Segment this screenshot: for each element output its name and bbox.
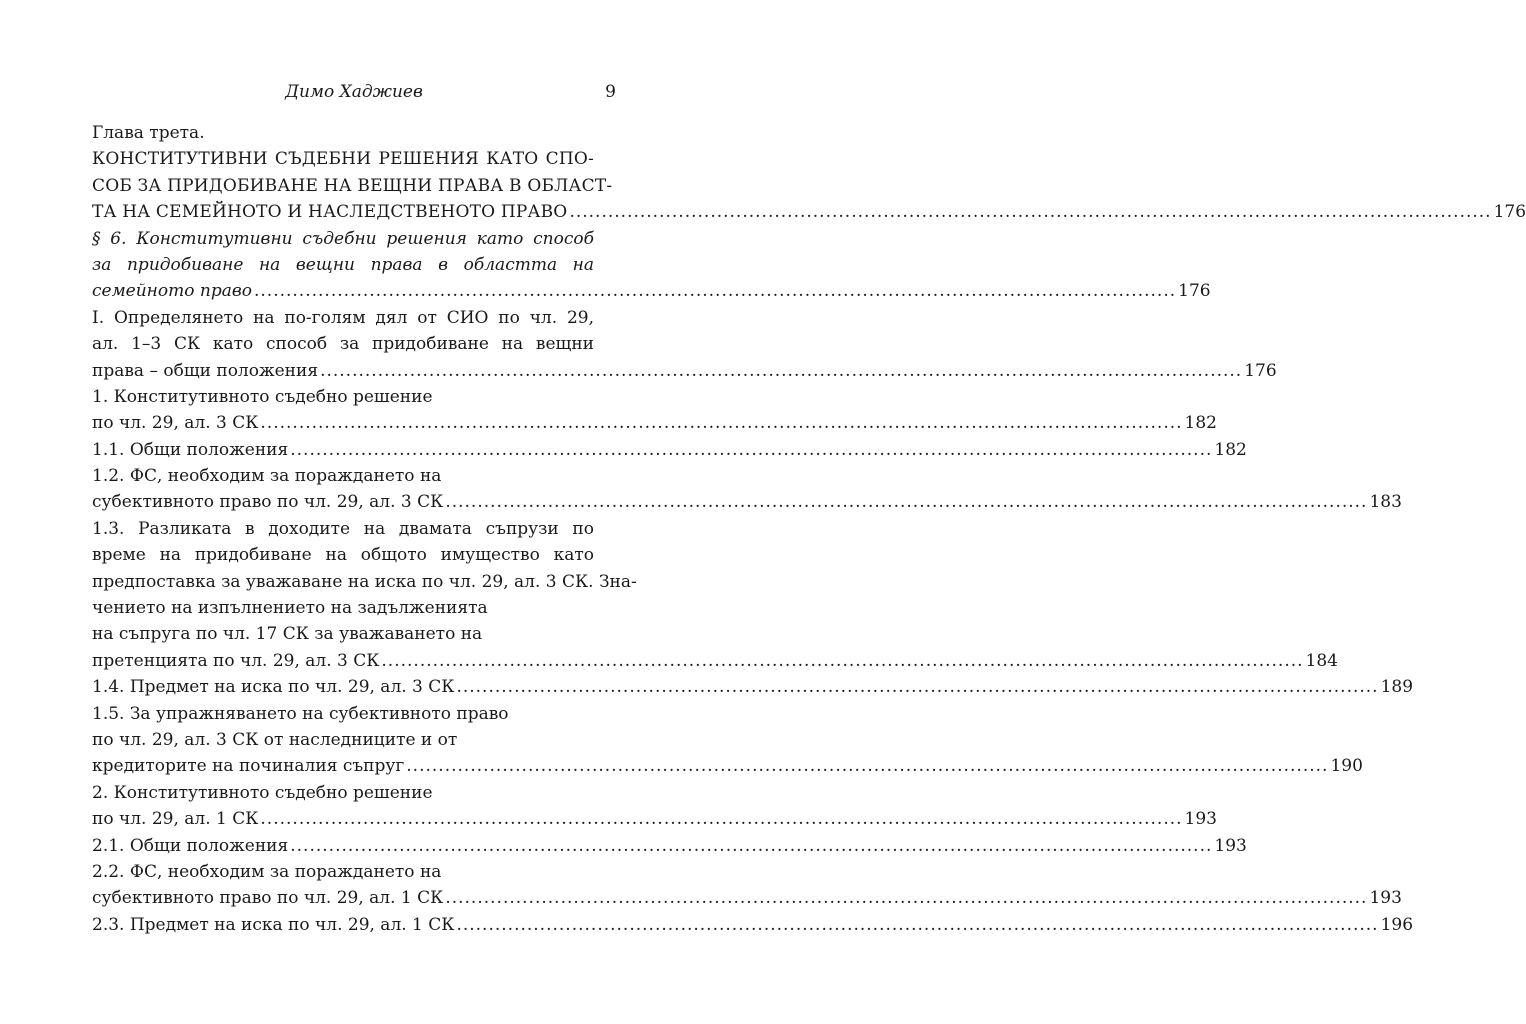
page-number: 9	[605, 82, 616, 102]
dot-leader	[381, 648, 1303, 674]
toc-entry-page: 193	[1214, 835, 1247, 856]
toc-entry	[92, 331, 594, 357]
toc-entry-page: 176	[1244, 360, 1277, 381]
toc-entry-page: 193	[1369, 888, 1402, 909]
toc-entry	[92, 226, 594, 252]
dot-leader	[456, 912, 1378, 938]
toc-entry-page: 176	[1493, 202, 1526, 223]
dot-leader	[569, 199, 1491, 225]
toc-entry	[92, 859, 594, 885]
toc-entry-text: 2. Конститутивното съдебно решение	[92, 782, 433, 803]
toc-entry	[92, 753, 1363, 779]
toc-entry-text: 2.1. Общи положения	[92, 835, 289, 856]
toc-entry-text: време на придобиване на общото имущество като	[92, 545, 594, 566]
dot-leader	[254, 278, 1176, 304]
toc-entry-text: Глава трета.	[92, 123, 205, 143]
toc-entry-text: права – общи положения	[92, 360, 319, 381]
toc-entry	[92, 595, 594, 621]
toc-entry-text: субективното право по чл. 29, ал. 3 СК	[92, 492, 444, 513]
dot-leader	[290, 833, 1212, 859]
toc-entry-text: за придобиване на вещни права в областта на	[92, 254, 594, 275]
toc-entry-page: 183	[1369, 492, 1402, 513]
toc-entry-text: чението на изпълнението на задълженията	[92, 598, 488, 619]
toc-entry	[92, 173, 613, 199]
toc-entry	[92, 463, 594, 489]
toc-entry-text: семейното право	[92, 281, 252, 302]
toc-entry	[92, 674, 1414, 700]
toc-entry	[92, 516, 594, 542]
toc-entry-page: 182	[1214, 439, 1247, 460]
toc-entry	[92, 806, 1217, 832]
toc-entry	[92, 569, 637, 595]
toc-entry	[92, 833, 1247, 859]
toc-entry-text: 1.4. Предмет на иска по чл. 29, ал. 3 СК	[92, 677, 455, 698]
table-of-contents	[92, 120, 1526, 938]
toc-entry	[92, 489, 1402, 515]
toc-entry-text: § 6. Конститутивни съдебни решения като способ	[92, 228, 594, 249]
toc-entry-text: 1.5. За упражняването на субективното право	[92, 703, 509, 724]
toc-entry-text: 1. Конститутивното съдебно решение	[92, 386, 433, 407]
toc-entry	[92, 648, 1338, 674]
toc-entry	[92, 780, 594, 806]
toc-entry	[92, 146, 594, 172]
toc-entry	[92, 437, 1247, 463]
toc-entry	[92, 305, 594, 331]
dot-leader	[320, 358, 1242, 384]
dot-leader	[290, 437, 1212, 463]
toc-entry	[92, 384, 594, 410]
toc-entry-page: 190	[1330, 756, 1363, 777]
toc-entry-page: 182	[1184, 413, 1217, 434]
toc-entry	[92, 120, 594, 146]
dot-leader	[445, 489, 1367, 515]
toc-entry-text: 1.1. Общи положения	[92, 439, 289, 460]
toc-entry-text: кредиторите на починалия съпруг	[92, 756, 405, 777]
dot-leader	[260, 410, 1182, 436]
toc-entry	[92, 358, 1277, 384]
toc-entry	[92, 199, 1526, 225]
toc-entry-text: 2.2. ФС, необходим за пораждането на	[92, 861, 442, 882]
toc-entry	[92, 621, 594, 647]
dot-leader	[260, 806, 1182, 832]
toc-entry-text: претенцията по чл. 29, ал. 3 СК	[92, 650, 380, 671]
toc-entry-text: на съпруга по чл. 17 СК за уважаването на	[92, 624, 483, 645]
toc-entry-text: 1.2. ФС, необходим за пораждането на	[92, 466, 442, 487]
toc-entry-page: 184	[1305, 650, 1338, 671]
dot-leader	[456, 674, 1378, 700]
toc-entry-text: субективното право по чл. 29, ал. 1 СК	[92, 888, 444, 909]
running-title: Димо Хаджиев	[285, 82, 423, 102]
toc-entry-text: предпоставка за уважаване на иска по чл. 29, ал. 3 СК. Зна-	[92, 571, 637, 592]
toc-entry-text: КОНСТИТУТИВНИ СЪДЕБНИ РЕШЕНИЯ КАТО СПО-	[92, 149, 594, 170]
toc-entry-text: 1.3. Разликата в доходите на двамата съпрузи по	[92, 518, 594, 539]
toc-entry-text: ТА НА СЕМЕЙНОТО И НАСЛЕДСТВЕНОТО ПРАВО	[92, 202, 568, 223]
toc-entry-text: СОБ ЗА ПРИДОБИВАНЕ НА ВЕЩНИ ПРАВА В ОБЛАСТ-	[92, 175, 613, 196]
toc-entry	[92, 727, 594, 753]
toc-entry	[92, 542, 594, 568]
toc-entry-text: ал. 1–3 СК като способ за придобиване на вещни	[92, 334, 594, 355]
toc-entry-page: 193	[1184, 809, 1217, 830]
toc-entry-text: 2.3. Предмет на иска по чл. 29, ал. 1 СК	[92, 914, 455, 935]
running-head	[92, 80, 616, 104]
toc-entry-page: 196	[1380, 914, 1414, 935]
toc-entry	[92, 410, 1217, 436]
toc-entry-text: I. Определянето на по-голям дял от СИО по чл. 29,	[92, 307, 594, 328]
toc-entry-text: по чл. 29, ал. 1 СК	[92, 809, 259, 830]
toc-entry-text: по чл. 29, ал. 3 СК от наследниците и от	[92, 729, 458, 750]
toc-entry	[92, 252, 594, 278]
toc-entry	[92, 912, 1414, 938]
toc-entry	[92, 885, 1402, 911]
dot-leader	[406, 753, 1328, 779]
toc-entry	[92, 278, 1211, 304]
toc-entry-text: по чл. 29, ал. 3 СК	[92, 413, 259, 434]
toc-entry-page: 176	[1178, 281, 1211, 302]
toc-entry	[92, 701, 594, 727]
dot-leader	[445, 885, 1367, 911]
toc-entry-page: 189	[1380, 677, 1414, 698]
